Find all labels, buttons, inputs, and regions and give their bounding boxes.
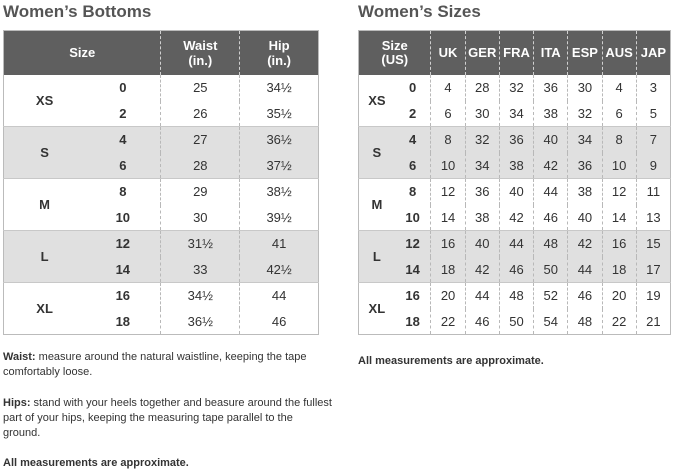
- waist-value: 29: [161, 179, 240, 205]
- size-value-aus: 6: [602, 101, 636, 127]
- size-value-jap: 5: [636, 101, 670, 127]
- size-value-ger: 28: [465, 75, 499, 101]
- size-value-ger: 42: [465, 257, 499, 283]
- us-size: 16: [395, 283, 431, 309]
- us-size: 6: [395, 153, 431, 179]
- hip-value: 46: [240, 309, 319, 335]
- us-size: 10: [395, 205, 431, 231]
- size-label: XS: [4, 75, 86, 127]
- size-value-aus: 12: [602, 179, 636, 205]
- size-value-ita: 46: [534, 205, 568, 231]
- size-value-aus: 4: [602, 75, 636, 101]
- size-value-fra: 38: [499, 153, 533, 179]
- womens-sizes-title: Women’s Sizes: [358, 2, 481, 21]
- table-row: [359, 75, 671, 101]
- size-value-ita: 52: [534, 283, 568, 309]
- size-value-ger: 32: [465, 127, 499, 153]
- size-value-aus: 22: [602, 309, 636, 335]
- us-size: 6: [85, 153, 161, 179]
- table-row: [4, 283, 319, 309]
- size-value-aus: 16: [602, 231, 636, 257]
- size-value-jap: 9: [636, 153, 670, 179]
- hip-value: 41: [240, 231, 319, 257]
- size-value-uk: 12: [431, 179, 465, 205]
- size-value-uk: 8: [431, 127, 465, 153]
- size-label: M: [359, 179, 395, 231]
- size-value-ita: 48: [534, 231, 568, 257]
- size-label: L: [4, 231, 86, 283]
- size-value-ita: 38: [534, 101, 568, 127]
- size-value-uk: 10: [431, 153, 465, 179]
- waist-note-text: measure around the natural waistline, keeping the tape comfortably loose.: [3, 351, 307, 378]
- size-value-esp: 44: [568, 257, 602, 283]
- size-value-fra: 36: [499, 127, 533, 153]
- hip-header-unit: (in.): [267, 52, 292, 68]
- waist-note-label: Waist:: [3, 351, 36, 363]
- approximate-note-sizes: All measurements are approximate.: [358, 355, 544, 367]
- size-value-esp: 42: [568, 231, 602, 257]
- hip-value: 39½: [240, 205, 319, 231]
- size-value-esp: 46: [568, 283, 602, 309]
- us-size: 8: [85, 179, 161, 205]
- size-value-ger: 30: [465, 101, 499, 127]
- table-row: [4, 231, 319, 257]
- size-value-uk: 16: [431, 231, 465, 257]
- size-value-fra: 48: [499, 283, 533, 309]
- size-value-jap: 15: [636, 231, 670, 257]
- table-row: [359, 283, 671, 309]
- table-row: [359, 153, 671, 179]
- size-label: XL: [359, 283, 395, 335]
- size-value-uk: 22: [431, 309, 465, 335]
- size-value-jap: 3: [636, 75, 670, 101]
- size-value-uk: 4: [431, 75, 465, 101]
- table-row: [4, 179, 319, 205]
- waist-header-label: Waist: [183, 37, 218, 53]
- country-header-esp: ESP: [568, 31, 602, 75]
- us-size: 4: [395, 127, 431, 153]
- hip-header: [240, 31, 319, 75]
- size-value-fra: 40: [499, 179, 533, 205]
- hips-note-text: stand with your heels together and beasure around the fullest part of your hips, keeping the measuring tape parallel to the ground.: [3, 397, 332, 439]
- approximate-note-bottoms: All measurements are approximate.: [3, 457, 189, 469]
- size-value-fra: 44: [499, 231, 533, 257]
- size-value-esp: 32: [568, 101, 602, 127]
- us-size: 18: [85, 309, 161, 335]
- us-size: 8: [395, 179, 431, 205]
- size-value-ita: 54: [534, 309, 568, 335]
- table-row: [359, 205, 671, 231]
- table-row: [359, 257, 671, 283]
- size-value-ger: 34: [465, 153, 499, 179]
- country-header-fra: FRA: [499, 31, 533, 75]
- size-value-esp: 30: [568, 75, 602, 101]
- size-label: XS: [359, 75, 395, 127]
- size-us-header-unit: (US): [381, 51, 409, 67]
- size-value-fra: 50: [499, 309, 533, 335]
- size-label: S: [4, 127, 86, 179]
- size-value-jap: 11: [636, 179, 670, 205]
- hip-value: 36½: [240, 127, 319, 153]
- size-header: Size: [4, 31, 161, 75]
- hip-header-label: Hip: [268, 37, 290, 53]
- country-header-ger: GER: [465, 31, 499, 75]
- size-us-header: [359, 31, 431, 75]
- waist-header: [161, 31, 240, 75]
- waist-value: 26: [161, 101, 240, 127]
- hip-value: 37½: [240, 153, 319, 179]
- table-row: [359, 101, 671, 127]
- table-row: [4, 75, 319, 101]
- size-value-fra: 32: [499, 75, 533, 101]
- womens-sizes-table: [358, 30, 671, 335]
- us-size: 2: [85, 101, 161, 127]
- waist-value: 28: [161, 153, 240, 179]
- size-value-ita: 44: [534, 179, 568, 205]
- hip-value: 42½: [240, 257, 319, 283]
- hip-value: 38½: [240, 179, 319, 205]
- size-value-uk: 18: [431, 257, 465, 283]
- table-row: [359, 309, 671, 335]
- womens-bottoms-title: Women’s Bottoms: [3, 2, 152, 21]
- table-row: [4, 127, 319, 153]
- hip-value: 34½: [240, 75, 319, 101]
- waist-value: 33: [161, 257, 240, 283]
- hips-note: [3, 396, 333, 441]
- us-size: 14: [395, 257, 431, 283]
- size-us-header-label: Size: [381, 37, 408, 53]
- waist-value: 30: [161, 205, 240, 231]
- us-size: 10: [85, 205, 161, 231]
- size-value-uk: 14: [431, 205, 465, 231]
- country-header-aus: AUS: [602, 31, 636, 75]
- country-header-ita: ITA: [534, 31, 568, 75]
- waist-value: 36½: [161, 309, 240, 335]
- size-value-esp: 48: [568, 309, 602, 335]
- size-value-jap: 19: [636, 283, 670, 309]
- size-value-ger: 46: [465, 309, 499, 335]
- size-value-ita: 42: [534, 153, 568, 179]
- size-value-ita: 36: [534, 75, 568, 101]
- us-size: 16: [85, 283, 161, 309]
- size-value-ita: 50: [534, 257, 568, 283]
- size-value-uk: 6: [431, 101, 465, 127]
- waist-value: 27: [161, 127, 240, 153]
- size-label: S: [359, 127, 395, 179]
- waist-note: [3, 350, 333, 380]
- us-size: 2: [395, 101, 431, 127]
- country-header-jap: JAP: [636, 31, 670, 75]
- waist-value: 25: [161, 75, 240, 101]
- size-value-ger: 44: [465, 283, 499, 309]
- table-row: [359, 231, 671, 257]
- size-label: M: [4, 179, 86, 231]
- womens-bottoms-table: [3, 30, 319, 335]
- waist-header-unit: (in.): [188, 52, 213, 68]
- size-value-esp: 34: [568, 127, 602, 153]
- size-value-ita: 40: [534, 127, 568, 153]
- us-size: 12: [85, 231, 161, 257]
- us-size: 18: [395, 309, 431, 335]
- hips-note-label: Hips:: [3, 397, 31, 409]
- us-size: 12: [395, 231, 431, 257]
- country-header-uk: UK: [431, 31, 465, 75]
- us-size: 4: [85, 127, 161, 153]
- size-value-fra: 34: [499, 101, 533, 127]
- hip-value: 44: [240, 283, 319, 309]
- table-row: [359, 127, 671, 153]
- size-value-aus: 20: [602, 283, 636, 309]
- size-value-aus: 14: [602, 205, 636, 231]
- size-value-ger: 36: [465, 179, 499, 205]
- us-size: 0: [395, 75, 431, 101]
- hip-value: 35½: [240, 101, 319, 127]
- waist-value: 34½: [161, 283, 240, 309]
- size-value-esp: 38: [568, 179, 602, 205]
- size-value-esp: 36: [568, 153, 602, 179]
- size-value-ger: 38: [465, 205, 499, 231]
- size-label: XL: [4, 283, 86, 335]
- size-value-jap: 13: [636, 205, 670, 231]
- size-value-fra: 46: [499, 257, 533, 283]
- size-value-aus: 10: [602, 153, 636, 179]
- size-value-ger: 40: [465, 231, 499, 257]
- size-value-aus: 18: [602, 257, 636, 283]
- size-value-aus: 8: [602, 127, 636, 153]
- us-size: 0: [85, 75, 161, 101]
- size-label: L: [359, 231, 395, 283]
- table-row: [359, 179, 671, 205]
- us-size: 14: [85, 257, 161, 283]
- size-value-uk: 20: [431, 283, 465, 309]
- size-value-fra: 42: [499, 205, 533, 231]
- size-value-jap: 7: [636, 127, 670, 153]
- size-value-esp: 40: [568, 205, 602, 231]
- waist-value: 31½: [161, 231, 240, 257]
- size-value-jap: 17: [636, 257, 670, 283]
- size-value-jap: 21: [636, 309, 670, 335]
